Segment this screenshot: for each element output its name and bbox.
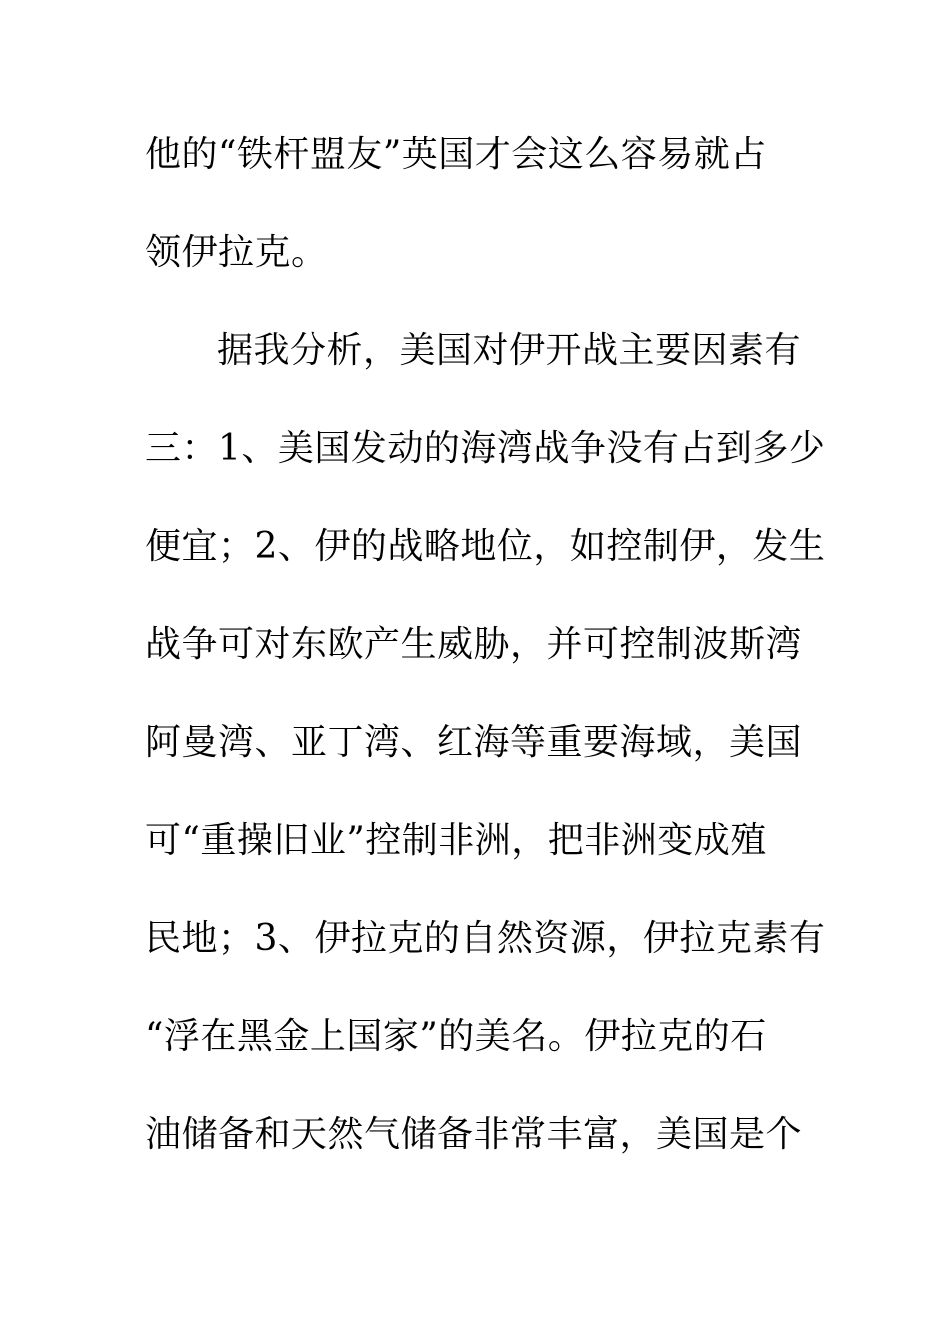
text-line-8: 可“重操旧业”控制非洲，把非洲变成殖 xyxy=(145,820,767,861)
text-line-3-paragraph-start: 据我分析，美国对伊开战主要因素有 xyxy=(217,330,802,371)
text-line-10: “浮在黑金上国家”的美名。伊拉克的石 xyxy=(145,1016,767,1057)
body-text xyxy=(145,125,826,1203)
text-line-6: 战争可对东欧产生威胁，并可控制波斯湾 xyxy=(145,624,803,665)
text-line-9: 民地；3、伊拉克的自然资源，伊拉克素有 xyxy=(145,918,826,959)
text-line-5: 便宜；2、伊的战略地位，如控制伊，发生 xyxy=(145,526,826,567)
text-line-11: 油储备和天然气储备非常丰富，美国是个 xyxy=(145,1114,803,1155)
text-line-7: 阿曼湾、亚丁湾、红海等重要海域，美国 xyxy=(145,722,803,763)
text-line-1: 他的“铁杆盟友”英国才会这么容易就占 xyxy=(145,134,767,175)
text-line-4: 三：1、美国发动的海湾战争没有占到多少 xyxy=(145,428,826,469)
text-line-2: 领伊拉克。 xyxy=(145,232,328,273)
